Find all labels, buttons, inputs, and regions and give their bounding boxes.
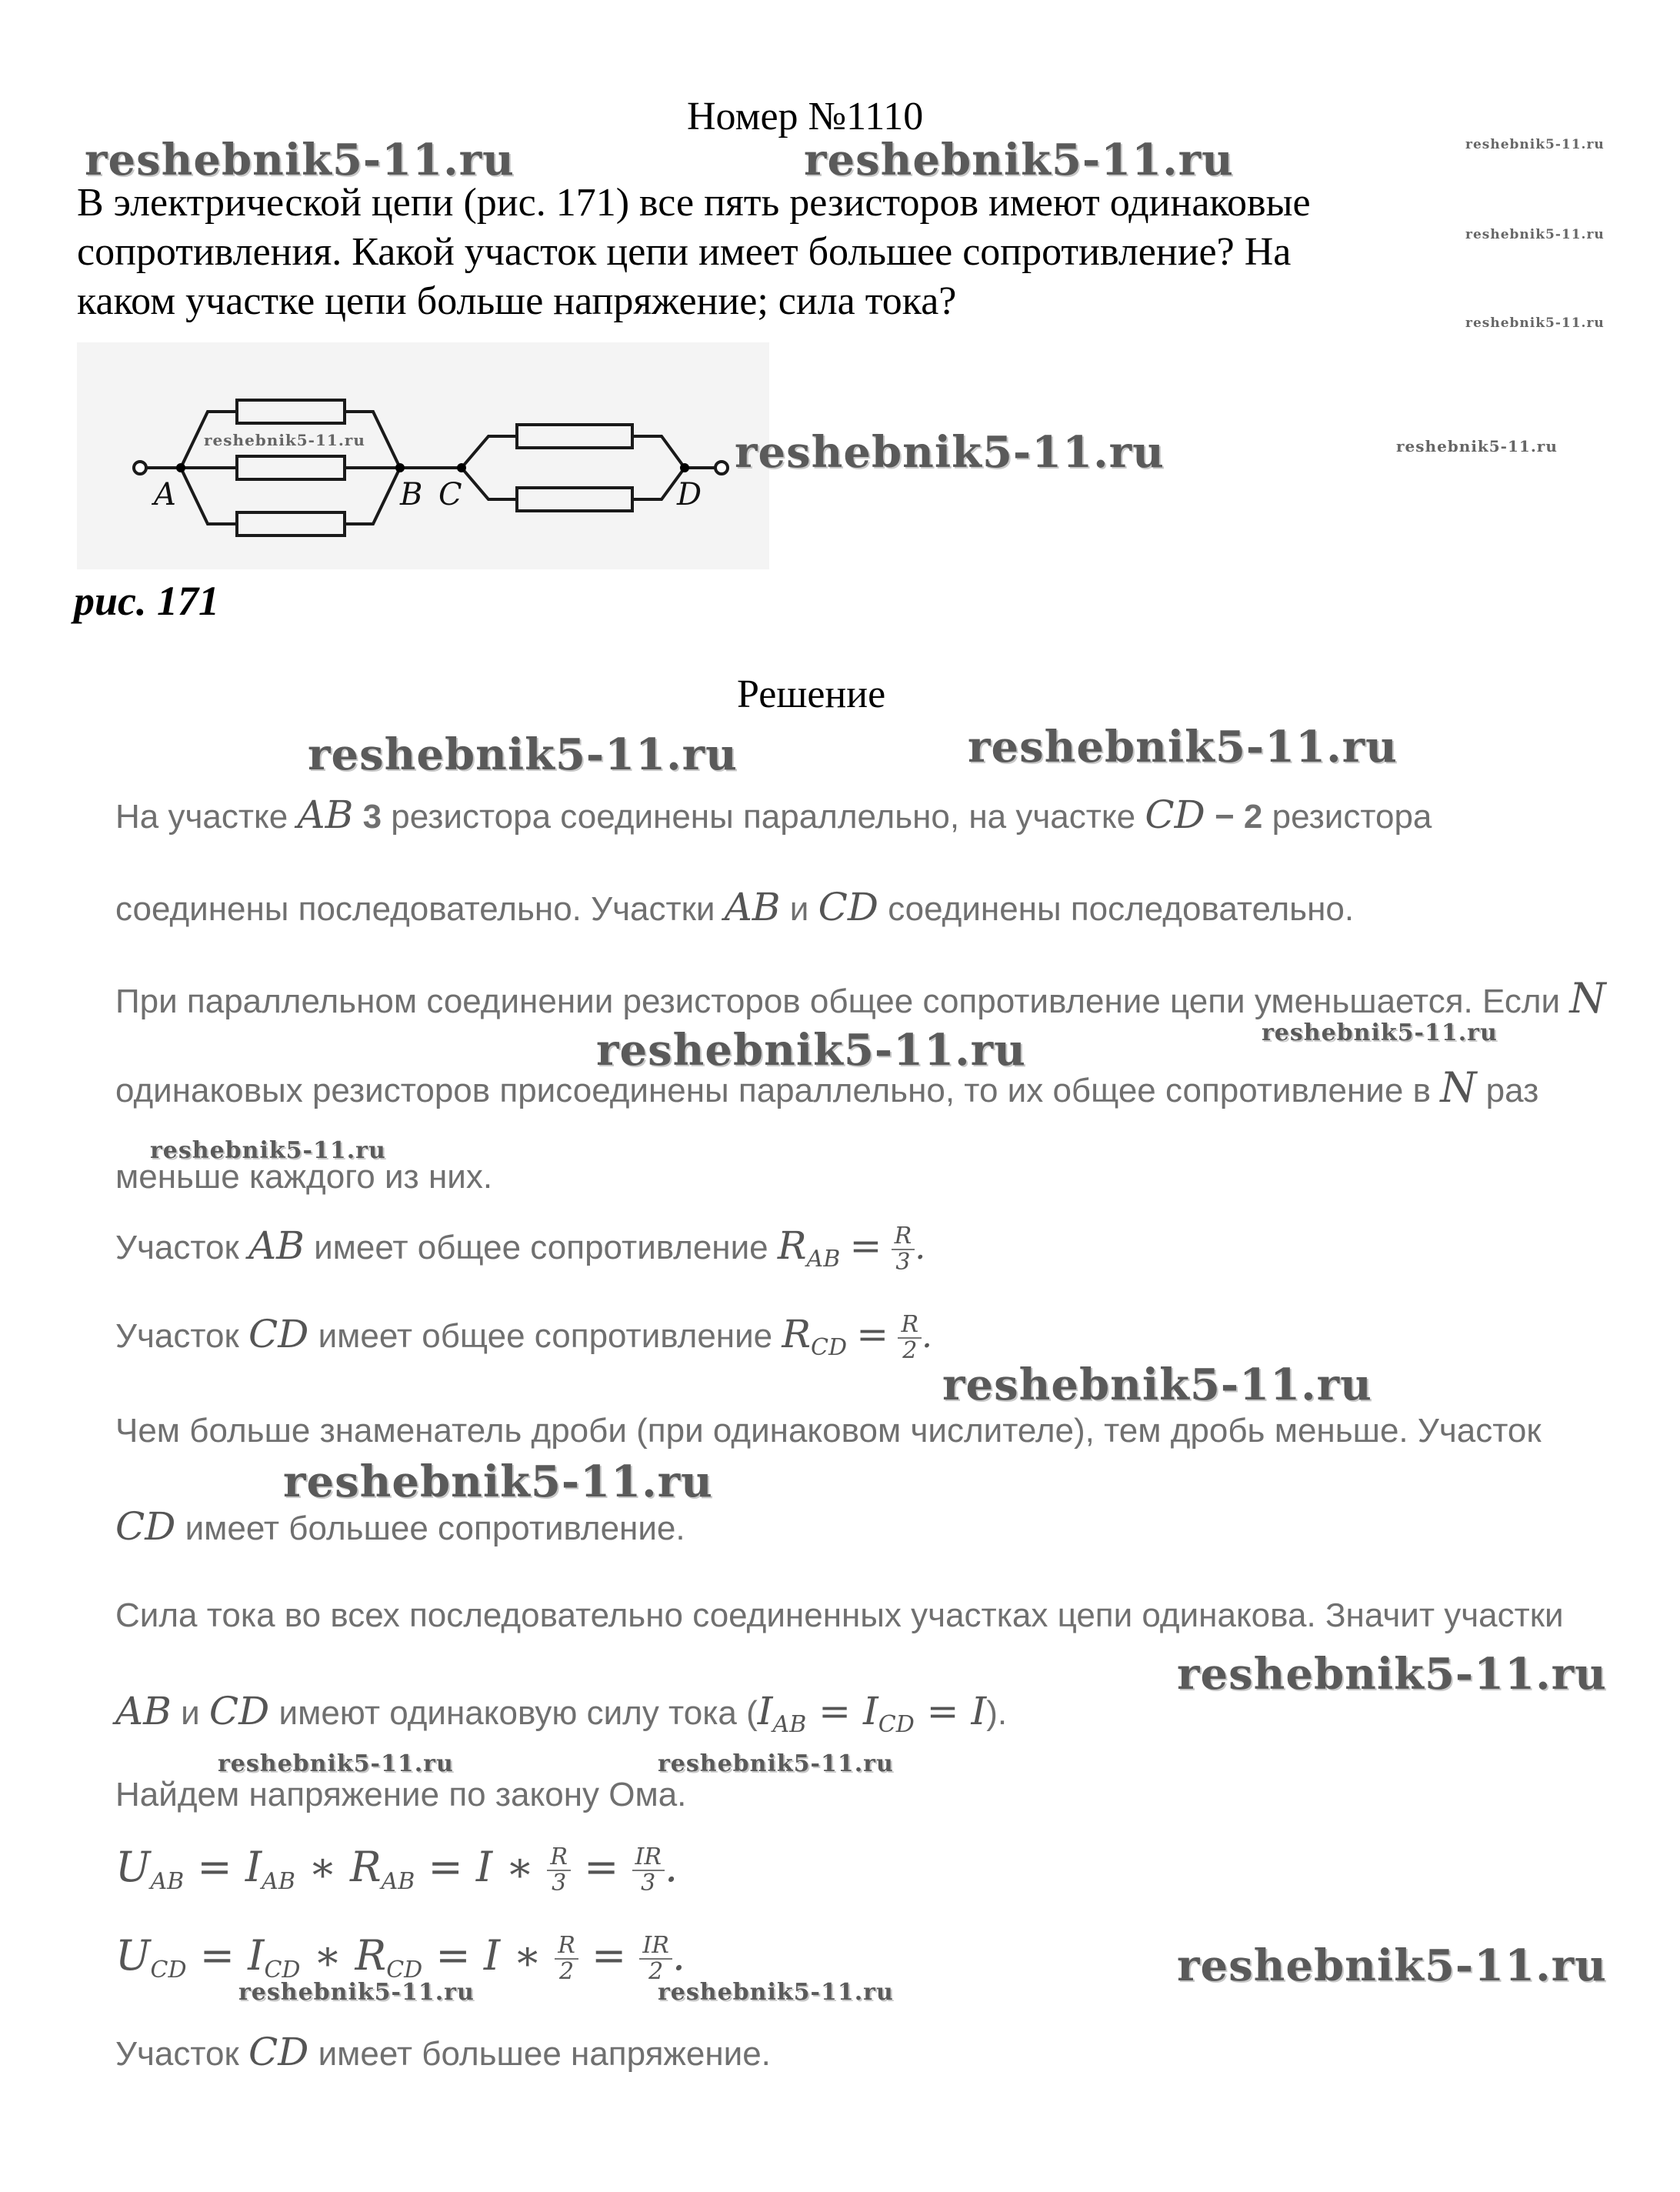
math-u: U: [115, 1931, 151, 1980]
denominator: 2: [558, 1958, 575, 1985]
solution-line: [115, 792, 1432, 837]
problem-line: каком участке цепи больше напряжение; сила тока?: [77, 279, 957, 323]
math-ab: AB: [724, 885, 781, 929]
math-eq: =: [584, 1843, 619, 1891]
numerator: R: [555, 1933, 578, 1960]
text: и: [181, 1694, 200, 1732]
text: .: [672, 1931, 686, 1980]
numerator: IR: [632, 1845, 665, 1871]
watermark: reshebnik5-11.ru: [658, 1979, 894, 2006]
formula-ucd: [115, 1931, 685, 1984]
watermark: reshebnik5-11.ru: [150, 1137, 386, 1164]
text: 2: [1243, 798, 1263, 836]
denominator: 3: [552, 1870, 567, 1897]
text: и: [789, 890, 809, 928]
math-star: ∗: [313, 1931, 342, 1980]
text: Сила тока во всех последовательно соединенных участках цепи одинакова. Значит участки: [115, 1596, 1564, 1634]
math-r: R: [355, 1931, 387, 1980]
text: Найдем напряжение по закону Ома.: [115, 1776, 687, 1813]
text: Участок: [115, 1229, 239, 1266]
math-eq: =: [926, 1689, 959, 1733]
math-ab: AB: [248, 1223, 305, 1268]
text: имеет большее сопротивление.: [185, 1510, 685, 1547]
numerator: R: [898, 1313, 922, 1339]
resistor: [237, 400, 345, 423]
problem-text: [77, 178, 1311, 326]
math-cd: CD: [115, 1504, 176, 1549]
text: .: [664, 1843, 678, 1891]
math-i: I: [757, 1689, 773, 1733]
watermark: reshebnik5-11.ru: [308, 729, 738, 780]
math-n: N: [1440, 1063, 1477, 1112]
math-i: I: [475, 1843, 493, 1891]
math-n: N: [1569, 974, 1606, 1023]
numerator: R: [547, 1845, 571, 1871]
text: соединены последовательно. Участки: [115, 890, 715, 928]
watermark: reshebnik5-11.ru: [1262, 1019, 1498, 1046]
math-cd: CD: [818, 885, 878, 929]
math-sub: AB: [806, 1246, 841, 1273]
solution-line: [115, 1504, 685, 1549]
text: На участке: [115, 798, 288, 836]
resistor: [517, 425, 632, 448]
math-i: I: [971, 1689, 987, 1733]
math-r: R: [782, 1312, 812, 1356]
watermark: reshebnik5-11.ru: [85, 135, 515, 185]
text: Чем больше знаменатель дроби (при одинаковом числителе), тем дробь меньше. Участок: [115, 1412, 1542, 1450]
math-eq: =: [199, 1931, 235, 1980]
node-label-b: B: [400, 477, 423, 512]
numerator: IR: [639, 1933, 672, 1960]
fraction: [547, 1845, 571, 1896]
text: −: [1214, 798, 1235, 836]
fraction: [555, 1933, 578, 1984]
denominator: 2: [902, 1337, 918, 1365]
math-r: R: [777, 1223, 807, 1268]
problem-line: В электрической цепи (рис. 171) все пять резисторов имеют одинаковые: [77, 181, 1311, 225]
fraction: [898, 1313, 922, 1363]
node-label-c: C: [438, 477, 462, 512]
text: одинаковых резисторов присоединены параллельно, то их общее сопротивление в: [115, 1072, 1431, 1109]
circuit-figure: [77, 342, 769, 569]
math-star: ∗: [505, 1843, 535, 1891]
math-i: I: [862, 1689, 878, 1733]
solution-line: [115, 1689, 1007, 1738]
math-ab: AB: [297, 792, 354, 837]
fraction: [892, 1224, 915, 1275]
math-sub: CD: [878, 1711, 915, 1738]
solution-line: [115, 974, 1606, 1023]
text: соединены последовательно.: [888, 890, 1355, 928]
page-title: Номер №1110: [687, 95, 924, 138]
solution-line: [115, 1158, 492, 1196]
resistor: [517, 488, 632, 511]
solution-line: [115, 1776, 686, 1814]
watermark: reshebnik5-11.ru: [218, 1750, 454, 1777]
math-sub: AB: [772, 1711, 807, 1738]
numerator: R: [892, 1224, 915, 1250]
figure-caption: рис. 171: [74, 578, 219, 624]
math-i: I: [248, 1931, 265, 1980]
math-r: R: [349, 1843, 382, 1891]
solution-heading: Решение: [737, 672, 886, 716]
math-cd: CD: [208, 1689, 270, 1733]
text: ).: [986, 1694, 1008, 1732]
text: имеет большее напряжение.: [318, 2035, 771, 2073]
text: 3: [362, 798, 382, 836]
watermark: reshebnik5-11.ru: [238, 1979, 475, 2006]
math-eq: =: [856, 1312, 889, 1356]
text: имеет общее сопротивление: [318, 1317, 773, 1355]
math-sub: CD: [811, 1334, 848, 1361]
watermark: reshebnik5-11.ru: [1177, 1649, 1607, 1700]
solution-line: [115, 1312, 932, 1363]
solution-line: [115, 885, 1354, 929]
problem-line: сопротивления. Какой участок цепи имеет большее сопротивление? На: [77, 230, 1292, 274]
watermark: reshebnik5-11.ru: [1465, 137, 1605, 152]
text: Участок: [115, 2035, 239, 2073]
text: .: [922, 1316, 933, 1356]
text: меньше каждого из них.: [115, 1158, 493, 1196]
math-i: I: [245, 1843, 262, 1891]
math-eq: =: [428, 1843, 463, 1891]
fraction: [639, 1933, 672, 1984]
text: резистора соединены параллельно, на участке: [391, 798, 1136, 836]
solution-line: [115, 1596, 1564, 1635]
watermark: reshebnik5-11.ru: [1465, 227, 1605, 242]
watermark: reshebnik5-11.ru: [1465, 315, 1605, 331]
math-star: ∗: [513, 1931, 542, 1980]
watermark: reshebnik5-11.ru: [658, 1750, 894, 1777]
formula-uab: [115, 1843, 678, 1896]
math-sub: CD: [264, 1957, 301, 1983]
circuit-diagram: [77, 342, 769, 569]
node-label-a: A: [154, 477, 176, 512]
math-eq: =: [435, 1931, 471, 1980]
solution-line: [115, 1223, 925, 1275]
node-label-d: D: [677, 477, 702, 512]
watermark: reshebnik5-11.ru: [283, 1456, 713, 1507]
text: При параллельном соединении резисторов общее сопротивление цепи уменьшается. Если: [115, 983, 1561, 1020]
watermark: reshebnik5-11.ru: [968, 722, 1398, 772]
watermark: reshebnik5-11.ru: [1177, 1940, 1607, 1991]
fraction: [632, 1845, 665, 1896]
denominator: 3: [641, 1870, 656, 1897]
math-cd: CD: [1145, 792, 1205, 837]
math-eq: =: [591, 1931, 627, 1980]
math-i: I: [483, 1931, 501, 1980]
watermark: reshebnik5-11.ru: [735, 427, 1165, 478]
text: Участок: [115, 1317, 239, 1355]
watermark: reshebnik5-11.ru: [804, 135, 1234, 185]
math-sub: AB: [150, 1868, 185, 1895]
math-sub: AB: [381, 1868, 415, 1895]
math-eq: =: [197, 1843, 232, 1891]
solution-line: [115, 1412, 1542, 1450]
math-sub: CD: [150, 1957, 187, 1983]
math-ab: AB: [115, 1689, 172, 1733]
watermark: reshebnik5-11.ru: [1396, 437, 1558, 455]
math-eq: =: [818, 1689, 852, 1733]
text: имеет общее сопротивление: [314, 1229, 768, 1266]
math-sub: AB: [262, 1868, 295, 1895]
watermark: reshebnik5-11.ru: [596, 1025, 1026, 1076]
math-sub: CD: [386, 1957, 423, 1983]
solution-line: [115, 2030, 771, 2074]
solution-line: [115, 1063, 1538, 1112]
resistor: [237, 456, 345, 479]
math-cd: CD: [248, 2030, 309, 2074]
watermark: reshebnik5-11.ru: [204, 431, 365, 449]
math-u: U: [115, 1843, 151, 1891]
text: имеют одинаковую силу тока (: [278, 1694, 758, 1732]
math-cd: CD: [248, 1312, 309, 1356]
watermark: reshebnik5-11.ru: [942, 1360, 1372, 1410]
denominator: 2: [648, 1958, 664, 1985]
math-star: ∗: [308, 1843, 337, 1891]
math-eq: =: [849, 1223, 882, 1268]
text: раз: [1485, 1072, 1539, 1109]
text: .: [915, 1228, 926, 1267]
denominator: 3: [895, 1249, 911, 1276]
text: резистора: [1272, 798, 1432, 836]
resistor: [237, 512, 345, 535]
